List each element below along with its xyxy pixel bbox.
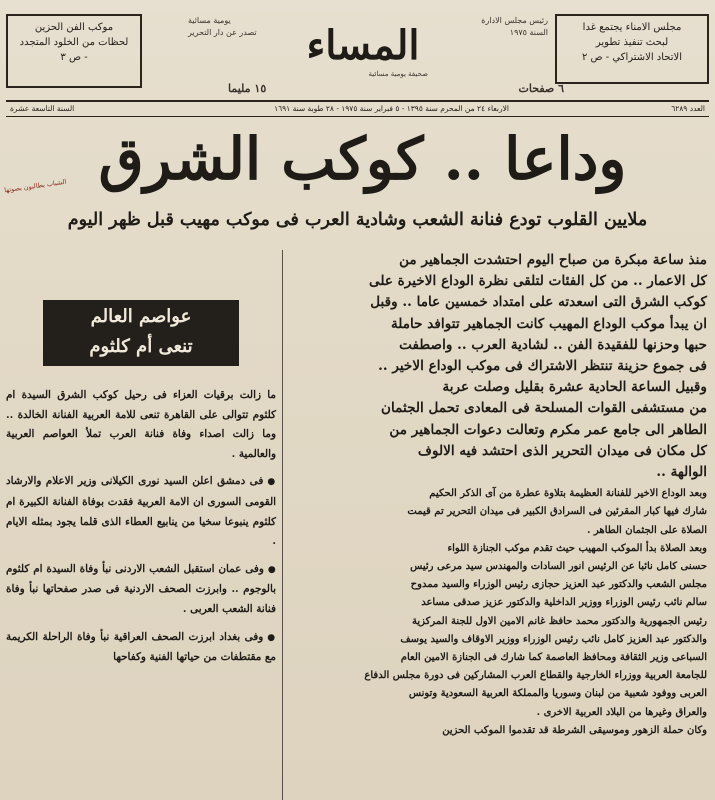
main-headline: وداعا .. كوكب الشرق xyxy=(98,125,627,193)
body-line: وكان حملة الزهور وموسيقى الشرطة قد تقدموا الموكب الحزين xyxy=(442,724,707,736)
body-line: رئيس الجمهورية والدكتور محمد حافظ غانم الامين الاول للجنة المركزية xyxy=(411,615,707,627)
left-ear-line: - ص ٣ xyxy=(60,52,88,63)
body-line: مجلس الشعب والدكتور عبد العزيز حجازى رئيس الوزراء والسيد ممدوح xyxy=(410,579,707,591)
side-article-body xyxy=(6,386,276,668)
issue-year: السنة التاسعة عشرة xyxy=(10,104,75,113)
masthead-tagline: صحيفة يومية مسائية xyxy=(368,70,428,78)
left-ear-line: لحظات من الخلود المتجدد xyxy=(19,37,129,48)
side-paragraph xyxy=(6,628,276,668)
side-paragraph xyxy=(6,472,276,551)
newspaper-logo: المساء xyxy=(306,22,420,69)
main-article xyxy=(291,250,707,800)
body-line: وبعد الصلاة بدأ الموكب المهيب حيث تقدم موكب الجنازة اللواء xyxy=(447,542,707,554)
body-line: السباعى وزير الثقافة ومحافظ العاصمة كما شارك فى الجنازة الامين العام xyxy=(400,652,707,664)
body-line: الصلاة على الجثمان الطاهر . xyxy=(586,524,707,536)
lead-line: الوالهة .. xyxy=(656,464,707,481)
body-line: للجامعة العربية ووزراء الخارجية والقطاع العرب المشاركين فى دورة مجلس الدفاع xyxy=(364,670,707,682)
left-ear-box xyxy=(6,14,142,88)
masthead-small-text: تصدر عن دار التحرير xyxy=(188,28,257,37)
side-paragraph-text: وفى عمان استقبل الشعب الاردنى نبأ وفاة السيدة ام كلثوم بالوجوم .. وابرزت الصحف الاردنية فى صدر صفحاتها نبأ وفاة فنانة الشعب العربى . xyxy=(6,562,276,615)
side-header-line: تنعى أم كلثوم xyxy=(89,336,193,357)
body-line: العربى ووفود شعبية من لبنان وسوريا والمملكة العربية السعودية وتونس xyxy=(408,688,707,700)
issue-number: العدد ٦٢٨٩ xyxy=(671,104,705,113)
body-line: سالم نائب رئيس الوزراء ووزير الداخلية والدكتور عزيز صدقى مساعد xyxy=(421,597,707,609)
body-line: وبعد الوداع الاخير للفنانة العظيمة بتلاوة عطرة من آى الذكر الحكيم xyxy=(429,488,707,500)
lead-line: من مستشفى القوات المسلحة فى المعادى تحمل الجثمان xyxy=(381,400,707,417)
masthead-small-text: السنة ١٩٧٥ xyxy=(509,28,548,37)
lead-line: كل مكان فى ميدان التحرير الذى احتشد فيه الالوف xyxy=(417,442,707,459)
masthead-small-text: رئيس مجلس الادارة xyxy=(481,16,548,25)
masthead xyxy=(158,8,568,100)
side-header-line: عواصم العالم xyxy=(90,306,192,327)
side-article-header xyxy=(43,300,239,366)
lead-line: فى جموع حزينة تنتظر الاشتراك فى موكب الوداع الاخير .. xyxy=(378,358,707,375)
side-article xyxy=(6,300,276,800)
bullet-icon: ● xyxy=(267,477,276,488)
right-ear-line: مجلس الامناء يجتمع غدا xyxy=(582,22,682,33)
price: ١٥ مليما xyxy=(228,82,267,95)
right-ear-line: لبحث تنفيذ تطوير xyxy=(595,37,669,48)
lead-line: كوكب الشرق التى اسعدته على امتداد خمسين عاما .. وقبل xyxy=(370,294,707,311)
right-ear-line: الاتحاد الاشتراكي - ص ٢ xyxy=(581,52,683,63)
lead-line: وقبيل الساعة الحادية عشرة بقليل وصلت عربة xyxy=(442,379,707,396)
lead-line: الطاهر الى جامع عمر مكرم وتعالت دعوات الجماهير من xyxy=(389,421,707,438)
body-line: والدكتور عبد العزيز كامل نائب رئيس الوزراء ووزير الاوقاف والسيد يوسف xyxy=(400,633,707,645)
bullet-icon: ● xyxy=(267,564,277,575)
side-paragraph: ما زالت برقيات العزاء فى رحيل كوكب الشرق السيدة ام كلثوم تتوالى على القاهرة تنعى للامة العربية الفنانة الخالدة .. وما زالت اصداء وفاة فنانة العرب تملأ العواصم العربية والعالمية . xyxy=(6,389,276,460)
side-paragraph xyxy=(6,560,276,620)
masthead-small-text: يومية مسائية xyxy=(188,16,231,25)
issue-date: الاربعاء ٢٤ من المحرم سنة ١٣٩٥ - ٥ فبراير سنة ١٩٧٥ - ٢٨ طوبة سنة ١٦٩١ xyxy=(274,104,509,113)
lead-line: حبها وحزنها للفقيدة الفن .. لشادية العرب .. واصطفت xyxy=(399,336,707,353)
side-paragraph-text: وفى بغداد ابرزت الصحف العراقية نبأ وفاة الراحلة الكريمة مع مقتطفات من حياتها الفنية وكفاحها xyxy=(6,630,276,664)
dateline xyxy=(6,100,709,117)
lead-line: ان يبدأ موكب الوداع المهيب كانت الجماهير تتوافد حاملة xyxy=(390,315,707,332)
body-line: والعراق وغيرها من البلاد العربية الاخرى . xyxy=(536,706,707,718)
side-paragraph-text: فى دمشق اعلن السيد نورى الكيلانى وزير الاعلام والارشاد القومى السورى ان الامة العربية فقدت بوفاة الفنانة الكبيرة ام كلثوم ينبوعا سخيا من ينابيع العطاء الذى قلما يجود بمثله الايام . xyxy=(6,475,276,548)
right-ear-box xyxy=(555,14,709,84)
sub-headline: ملايين القلوب تودع فنانة الشعب وشادية العرب فى موكب مهيب قبل ظهر اليوم xyxy=(67,210,648,230)
column-divider xyxy=(282,250,283,800)
left-ear-line: موكب الفن الحزين xyxy=(34,22,114,33)
article-lead xyxy=(291,250,707,483)
article-body xyxy=(291,485,707,740)
lead-line: كل الاعمار .. من كل الفئات لتلقى نظرة الوداع الاخيرة على xyxy=(369,273,707,290)
page-count: ٦ صفحات xyxy=(518,82,564,95)
bullet-icon: ● xyxy=(267,632,276,643)
body-line: شارك فيها كبار المقرئين فى السرادق الكبير فى ميدان التحرير تم قيمت xyxy=(407,506,707,518)
body-line: حسنى كامل نائبا عن الرئيس انور السادات والمهندس سيد مرعى رئيس xyxy=(410,561,707,573)
handwritten-note: الشباب يطالبون بصوتها xyxy=(3,177,67,195)
lead-line: منذ ساعة مبكرة من صباح اليوم احتشدت الجماهير من xyxy=(399,252,707,268)
